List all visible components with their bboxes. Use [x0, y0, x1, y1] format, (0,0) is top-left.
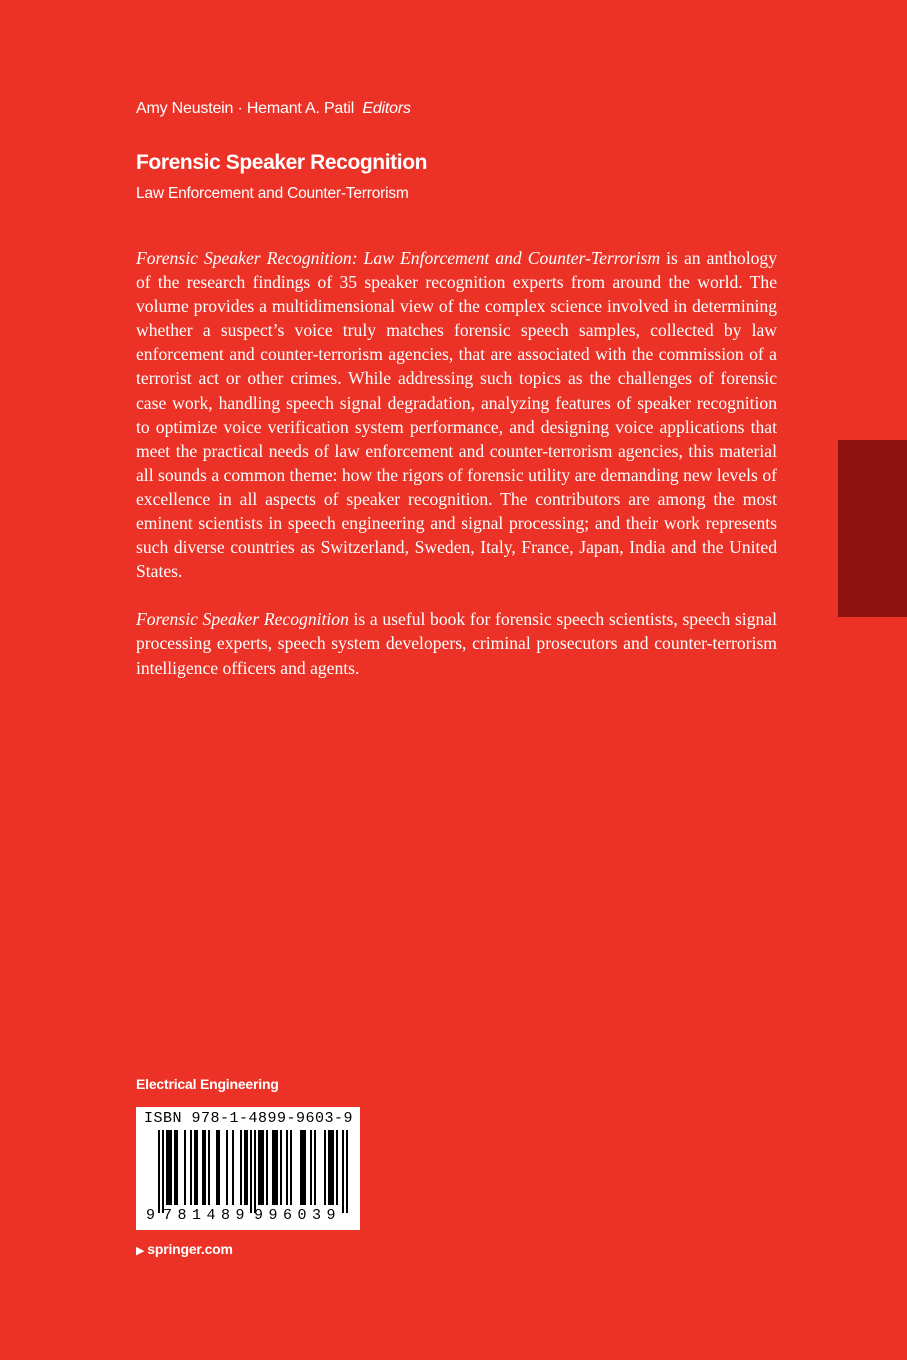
- subject-category: Electrical Engineering: [136, 1076, 279, 1092]
- barcode-bar: [286, 1130, 288, 1205]
- barcode-bar: [332, 1130, 334, 1205]
- barcode-bar: [342, 1130, 344, 1213]
- barcode-bar: [208, 1130, 210, 1205]
- barcode-bar: [190, 1130, 192, 1205]
- barcode-bar: [304, 1130, 306, 1205]
- barcode-bar: [290, 1130, 292, 1205]
- description-paragraph-1: [136, 246, 777, 583]
- barcode-bar: [204, 1130, 206, 1205]
- ean-right-group: 996039: [254, 1207, 342, 1224]
- barcode-bar: [300, 1130, 302, 1205]
- barcode-bar: [310, 1130, 312, 1205]
- barcode-bar: [250, 1130, 252, 1213]
- ean-left-group: 781489: [163, 1207, 251, 1224]
- book-subtitle: Law Enforcement and Counter-Terrorism: [136, 185, 409, 202]
- editors-line: [136, 100, 411, 118]
- description-paragraph-2: [136, 607, 777, 679]
- ean-first-digit: 9: [146, 1207, 156, 1224]
- barcode-bar: [174, 1130, 176, 1205]
- barcode-bar: [166, 1130, 168, 1205]
- barcode-bar: [260, 1130, 262, 1205]
- description-p2-title: Forensic Speaker Recognition: [136, 609, 349, 630]
- isbn-label: ISBN 978-1-4899-9603-9: [144, 1110, 354, 1127]
- barcode-bar: [280, 1130, 282, 1205]
- editor-role: Editors: [362, 100, 411, 117]
- barcode-bar: [314, 1130, 316, 1205]
- website-url: springer.com: [147, 1241, 233, 1257]
- barcode-bar: [246, 1130, 248, 1205]
- description-p1-text: is an anthology of the research findings of 35 speaker recognition experts from around the world. The volume provides a multidimensional view of the complex science involved in determining whether a suspect’s voice truly matches forensic speech samples, collected by law enforcement and counter-terrorism agencies, that are associated with the commission of a terrorist act or other crimes. While addressing such topics as the challenges of forensic case work, handling speech signal degradation, analyzing features of speaker recognition to optimize voice verification system performance, and designing voice applications that meet the practical needs of law enforcement and counter-terrorism agencies, this material all sounds a common theme: how the rigors of forensic utility are demanding new levels of excellence in all aspects of speaker recognition. The contributors are among the most eminent scientists in speech engineering and signal processing; and their work represents such diverse countries as Switzerland, Sweden, Italy, France, Japan, India and the United States.: [136, 248, 777, 582]
- barcode-bar: [324, 1130, 326, 1205]
- barcode-bar: [162, 1130, 164, 1213]
- barcode-bar: [240, 1130, 242, 1205]
- barcode-bar: [254, 1130, 256, 1213]
- barcode-bar: [276, 1130, 278, 1205]
- barcode-bar: [170, 1130, 172, 1205]
- barcode-bar: [202, 1130, 204, 1205]
- barcode-bar: [158, 1130, 160, 1213]
- barcode-bar: [330, 1130, 332, 1205]
- barcode-bar: [194, 1130, 196, 1205]
- isbn-barcode: [136, 1107, 360, 1230]
- barcode-bar: [262, 1130, 264, 1205]
- triangle-right-icon: ▶: [136, 1245, 145, 1257]
- barcode-bar: [168, 1130, 170, 1205]
- barcode-bar: [176, 1130, 178, 1205]
- description-p2-text: is a useful book for forensic speech scientists, speech signal processing experts, speech system developers, criminal prosecutors and counter-terrorism intelligence officers and agents.: [136, 609, 777, 678]
- spine-color-tab: [838, 440, 907, 617]
- barcode-bar: [266, 1130, 268, 1205]
- barcode-bar: [274, 1130, 276, 1205]
- publisher-website[interactable]: [136, 1241, 233, 1257]
- barcode-bar: [184, 1130, 186, 1205]
- editor-names: Amy Neustein · Hemant A. Patil: [136, 100, 355, 117]
- barcode-bar: [226, 1130, 228, 1205]
- barcode-bar: [346, 1130, 348, 1213]
- description: [136, 246, 777, 704]
- barcode-bar: [232, 1130, 234, 1205]
- barcode-bar: [336, 1130, 338, 1205]
- barcode-bar: [196, 1130, 198, 1205]
- barcode-bar: [258, 1130, 260, 1205]
- barcode-bar: [328, 1130, 330, 1205]
- barcode-bar: [216, 1130, 218, 1205]
- book-title: Forensic Speaker Recognition: [136, 151, 428, 174]
- barcode-bar: [272, 1130, 274, 1205]
- barcode-bar: [218, 1130, 220, 1205]
- barcode-bar: [302, 1130, 304, 1205]
- barcode-bar: [244, 1130, 246, 1205]
- description-p1-title: Forensic Speaker Recognition: Law Enforcement and Counter-Terrorism: [136, 248, 661, 268]
